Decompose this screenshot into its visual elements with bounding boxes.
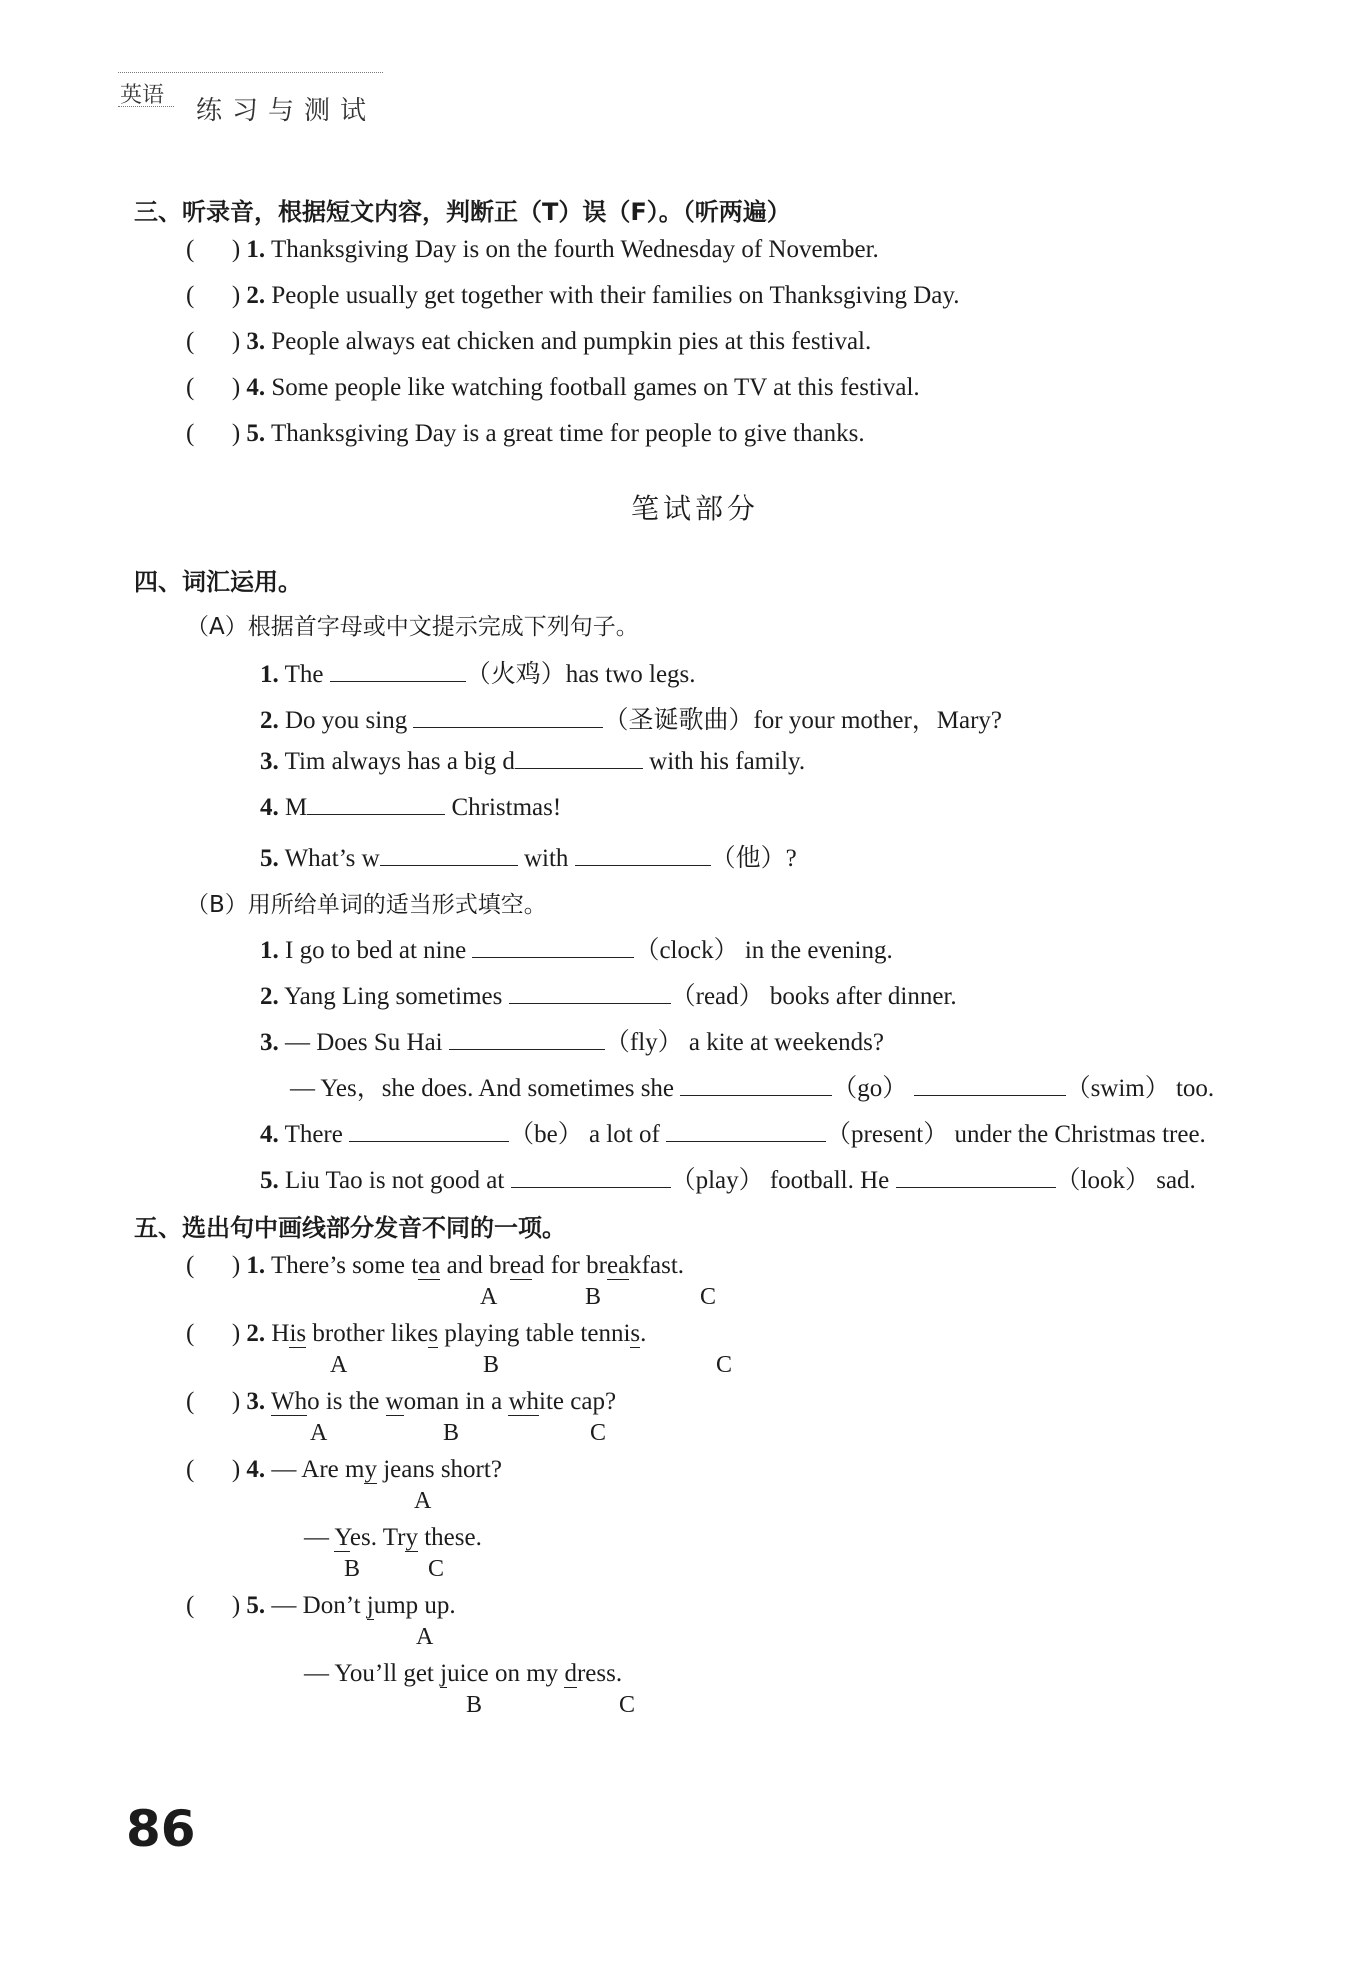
- answer-paren[interactable]: ( ): [186, 282, 241, 309]
- underlined-part-b: Y: [334, 1524, 350, 1551]
- underlined-part-b: ea: [509, 1252, 532, 1279]
- underlined-part-c: y: [405, 1524, 418, 1551]
- header-rule: [118, 72, 383, 73]
- underlined-part-a: is: [289, 1320, 307, 1347]
- answer-blank[interactable]: [666, 1119, 826, 1142]
- option-label-c: C: [619, 1692, 636, 1718]
- option-label-a: A: [414, 1488, 432, 1514]
- underlined-part-b: s: [428, 1320, 439, 1347]
- answer-paren[interactable]: ( ): [186, 236, 241, 263]
- s4b-q3: 3. — Does Su Hai （fly） a kite at weekends?: [260, 1029, 884, 1056]
- section5-heading: 五、选出句中画线部分发音不同的一项。: [134, 1214, 566, 1242]
- option-label-a: A: [330, 1352, 348, 1378]
- s5-q1: ( ) 1. There’s some tea and bread for breakfast.: [186, 1252, 685, 1279]
- option-label-b: B: [585, 1284, 602, 1310]
- s4a-q5: 5. What’s w with （他）?: [260, 845, 797, 872]
- underlined-part-c: d: [564, 1660, 577, 1687]
- answer-paren[interactable]: ( ): [186, 1320, 241, 1347]
- answer-paren[interactable]: ( ): [186, 420, 241, 447]
- answer-paren[interactable]: ( ): [186, 1252, 241, 1279]
- section4-partA-heading: （A）根据首字母或中文提示完成下列句子。: [186, 614, 639, 640]
- underlined-part-a: ea: [418, 1252, 441, 1279]
- underlined-part-c: wh: [508, 1388, 540, 1415]
- underlined-part-c: ea: [606, 1252, 630, 1279]
- option-label-c: C: [590, 1420, 607, 1446]
- answer-blank[interactable]: [413, 705, 603, 728]
- section4-heading: 四、词汇运用。: [134, 568, 302, 596]
- answer-blank[interactable]: [330, 659, 466, 682]
- option-label-c: C: [716, 1352, 733, 1378]
- option-label-a: A: [416, 1624, 434, 1650]
- s4b-q3-reply: — Yes，she does. And sometimes she （go） （swim） too.: [290, 1075, 1215, 1102]
- answer-blank[interactable]: [509, 981, 671, 1004]
- underlined-part-a: Wh: [270, 1388, 308, 1415]
- s5-q5: ( ) 5. — Don’t jump up.: [186, 1592, 456, 1619]
- answer-paren[interactable]: ( ): [186, 374, 241, 401]
- s3-item-4: ( ) 4. Some people like watching football games on TV at this festival.: [186, 374, 920, 401]
- s4a-q3: 3. Tim always has a big d with his family.: [260, 748, 806, 775]
- s3-item-5: ( ) 5. Thanksgiving Day is a great time for people to give thanks.: [186, 420, 865, 447]
- answer-paren[interactable]: ( ): [186, 1456, 241, 1483]
- answer-blank[interactable]: [472, 935, 634, 958]
- written-section-title: 笔试部分: [630, 492, 759, 525]
- answer-paren[interactable]: ( ): [186, 328, 241, 355]
- s3-item-3: ( ) 3. People always eat chicken and pumpkin pies at this festival.: [186, 328, 872, 355]
- answer-blank[interactable]: [680, 1073, 832, 1096]
- answer-blank[interactable]: [380, 843, 518, 866]
- s4a-q4: 4. M Christmas!: [260, 794, 562, 821]
- underlined-part-a: y: [364, 1456, 377, 1483]
- s5-q4-reply: — Yes. Try these.: [304, 1524, 482, 1551]
- answer-paren[interactable]: ( ): [186, 1388, 241, 1415]
- s5-q5-reply: — You’ll get juice on my dress.: [304, 1660, 623, 1687]
- option-label-a: A: [480, 1284, 498, 1310]
- s5-q3: ( ) 3. Who is the woman in a white cap?: [186, 1388, 617, 1415]
- answer-blank[interactable]: [914, 1073, 1066, 1096]
- answer-blank[interactable]: [307, 792, 445, 815]
- s3-item-1: ( ) 1. Thanksgiving Day is on the fourth Wednesday of November.: [186, 236, 879, 263]
- underlined-part-c: s: [630, 1320, 641, 1347]
- underlined-part-b: j: [440, 1660, 448, 1687]
- s5-q2: ( ) 2. His brother likes playing table tennis.: [186, 1320, 647, 1347]
- answer-blank[interactable]: [511, 1165, 671, 1188]
- s4b-q4: 4. There （be） a lot of （present） under the Christmas tree.: [260, 1121, 1206, 1148]
- s3-item-2: ( ) 2. People usually get together with their families on Thanksgiving Day.: [186, 282, 960, 309]
- option-label-a: A: [310, 1420, 328, 1446]
- underlined-part-b: w: [385, 1388, 404, 1415]
- section4-partB-heading: （B）用所给单词的适当形式填空。: [186, 892, 547, 918]
- option-label-c: C: [428, 1556, 445, 1582]
- s4b-q5: 5. Liu Tao is not good at （play） football. He （look） sad.: [260, 1167, 1196, 1194]
- option-label-b: B: [483, 1352, 500, 1378]
- header-subject: 英语: [120, 83, 165, 108]
- option-label-b: B: [443, 1420, 460, 1446]
- s4b-q1: 1. I go to bed at nine （clock） in the evening.: [260, 937, 893, 964]
- option-label-c: C: [700, 1284, 717, 1310]
- s4a-q1: 1. The （火鸡）has two legs.: [260, 661, 696, 688]
- option-label-b: B: [344, 1556, 361, 1582]
- answer-blank[interactable]: [449, 1027, 605, 1050]
- header-subject-rule: [118, 106, 174, 107]
- header-title: 练习与测试: [196, 96, 377, 126]
- page-number: 86: [126, 1800, 196, 1858]
- answer-blank[interactable]: [515, 746, 643, 769]
- answer-blank[interactable]: [896, 1165, 1056, 1188]
- answer-blank[interactable]: [575, 843, 711, 866]
- option-label-b: B: [466, 1692, 483, 1718]
- underlined-part-a: j: [366, 1592, 374, 1619]
- s4a-q2: 2. Do you sing （圣诞歌曲）for your mother，Mary?: [260, 707, 1003, 734]
- answer-blank[interactable]: [349, 1119, 509, 1142]
- section3-heading: 三、听录音，根据短文内容，判断正（T）误（F）。（听两遍）: [134, 198, 791, 226]
- s4b-q2: 2. Yang Ling sometimes （read） books after dinner.: [260, 983, 957, 1010]
- answer-paren[interactable]: ( ): [186, 1592, 241, 1619]
- s5-q4: ( ) 4. — Are my jeans short?: [186, 1456, 502, 1483]
